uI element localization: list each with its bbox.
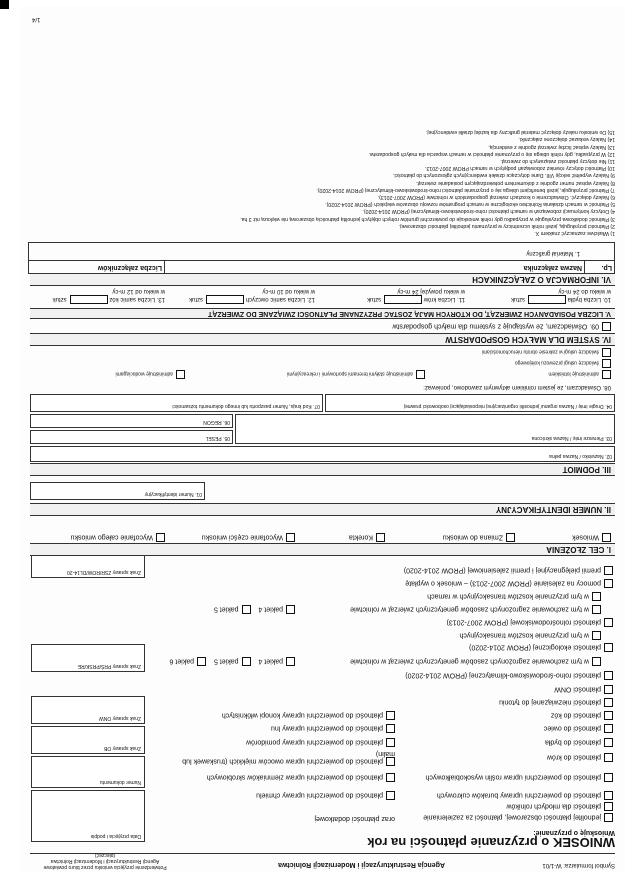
pakiet-5b-checkbox[interactable] [242,605,251,614]
item-rsk-genetyczne[interactable]: w tym zachowanie zagrożonych zasobów genetycznych zwierząt w rolnictwie [350,657,601,666]
pakiety-prow: pakiet 4 pakiet 5 [214,605,295,614]
item-pomidory[interactable]: płatności do powierzchni uprawy pomidorów [246,738,395,747]
date-box: Data przyjęcia i podpis [31,790,145,842]
item-len[interactable]: płatności do powierzchni uprawy lnu [271,724,395,733]
animal-cows: 11. Liczba krów sztuk [367,295,465,304]
animal-cattle: 10. Liczba bydła sztuk [511,295,611,304]
case-onw-box: Znak sprawy ONW [31,696,145,724]
item-tyton[interactable]: płatności niezwiązanej do tytoniu [499,698,613,707]
opt-wodociagi[interactable]: administruję wodociągami [115,370,185,379]
th-nazwa: Nazwa załącznika [164,261,584,273]
oswiadczenie-08: 08. Oświadczam, że jestem rolnikiem aktywnym zawodowo, ponieważ: [423,384,611,390]
item-mlodzi[interactable]: płatności dla młodych rolników [506,802,613,811]
pakiety-rsk: pakiet 4 pakiet 5 pakiet 6 [170,657,296,666]
page-number: 1/4 [32,16,41,22]
item-buraki[interactable]: płatności do powierzchni uprawy buraków cukrowych [437,791,613,800]
paszport-field[interactable]: 07. Kod kraju, Numer paszportu lub innego dokumentu tożsamości [30,394,323,412]
section-cel: I. CEL ZŁOŻENIA [30,543,615,556]
item-chmiel[interactable]: płatności do powierzchni uprawy chmielu [256,791,395,800]
pesel-field[interactable]: 05. PESEL [30,430,233,444]
item-eko-koszty[interactable]: w tym przyznanie kosztów transakcyjnych [459,631,601,640]
pakiet-5-checkbox[interactable] [242,657,251,666]
section-podmiot: III. PODMIOT [30,463,615,476]
form-symbol: Symbol formularza: W-1/01 [542,862,615,868]
form-title: WNIOSEK o przyznanie płatności na rok [367,835,615,850]
agency-name: Agencja Restrukturyzacji i Modernizacji Rolnictwa [278,861,445,868]
id-number-field[interactable]: 01. Numer identyfikacyjny [30,482,205,500]
section-liczba-zwierzat: V. LICZBA POSIADANYCH ZWIERZĄT, DO KTÓRYCH MAJĄ ZOSTAĆ PRZYZNANE PŁATNOŚCI ZWIĄZANE DO ZWIERZĄT [30,308,615,319]
opt-kolej[interactable]: świadczę usługi przewozu kolejowego [515,359,611,368]
cel-wycofanie-czesci[interactable]: Wycofanie części wniosku [202,533,295,542]
footnotes: 1) Właściwe zaznaczyć znakiem X. 2) Płatności przysługują, jeżeli rolnik uczestniczy w przyznaniu jednolitej płatności obszarowej. 3) Płatność dodatkowa przysługuje w przypadku gdy rolnik wnioskuje do powierzchni gruntów rolnych objętych jednolitą płatnością obszarową nie większą niż 3 ha. 4) Dotyczy kontynuacji zobowiązań w ramach płatności rolno-środowiskowo-klimatycznej (PROW 2014-2020). 5) Płatność w ramach działania Rolnictwo ekologiczne w ramach programów rozwoju obszarów wiejskich (PROW 2014-2020). 6) Należy dołączyć. Oświadczenie o kosztach zwierząt gospodarskich w rolnictwie (PROW 2007-2013). 7) Płatność przysługuje, jeżeli beneficjent ubiega się o przyznanie płatności rolno-środowiskowo-klimatycznej (PROW 2014-2020). 8) Należy wpisać numer zgodnie z dokumentem potwierdzającym posiadanie zwierząt. 9) Należy wypełnić sekcję VIII. Dane dotyczące działek ewidencyjnych zgłoszonych do płatności. 10) Płatności dotyczy również zobowiązań podjętych w ramach PROW 2007-2013. 11) Nie dotyczy płatności związanych do zwierząt. 12) W przypadku, gdy rolnik ubiega się o przyznanie płatności w ramach wsparcia dla małych gospodarstw. 13) Należy wpisać liczbę zwierząt zgodnie z ewidencją. 14) Należy wskazać dołączone załączniki. 15) Do wniosku należy dołączyć materiał graficzny dla każdej działki ewidencyjnej. [240,129,615,236]
section-system: IV. SYSTEM DLA MAŁYCH GOSPODARSTW [30,333,615,346]
attachments-table [28,242,615,274]
animal-sheep: 12. Liczba samic owczych sztuk [189,295,315,304]
cel-wniosek[interactable]: Wniosek [572,533,611,542]
th-liczba: Liczba załączników [97,264,162,271]
animal-sheep-sub: w wieku od 10 m-cy [262,288,315,294]
doc-number-box: Numer dokumentu [31,756,145,788]
case-prs-box: Znak sprawy PRŚ/PRSK/RE [31,644,145,672]
item-kozy[interactable]: płatności do kóz [551,711,613,720]
item-premia[interactable]: premii pielęgnacyjnej i premii zalesieniowej (PROW 2014-2020) [404,566,613,575]
item-wysokobialkowe[interactable]: płatności do powierzchni upraw roślin wysokobiałkowych [426,773,613,782]
regon-field[interactable]: 06. REGON [30,414,233,428]
item-onw[interactable]: płatności ONW [554,685,613,694]
nazwisko-field[interactable]: 02. Nazwisko / Nazwa pełna [30,446,615,462]
receipt-stamp-label: Potwierdzenie przyjęcia wniosku przez biuro powiatowe Agencji Restrukturyzacji i Modernizacji Rolnictwa (pieczęć) [43,852,167,870]
form-subtitle: Wnioskuję o przyznanie: [533,829,615,836]
pakiet-4b-checkbox[interactable] [286,605,295,614]
item-ekologiczna[interactable]: płatności ekologicznej (PROW 2014-2020) [469,643,613,652]
item-bydlo[interactable]: płatności do bydła [545,738,613,747]
item-prow0713[interactable]: płatności rolnośrodowiskowej (PROW 2007-2013) [447,618,613,627]
oswiadczenie-09[interactable]: 09. Oświadczam, że wystąpuję z systemu dla małych gospodarstw [392,322,611,331]
cel-wycofanie-calego[interactable]: Wycofanie całego wniosku [71,533,165,542]
table-row[interactable]: 1. Materiał graficzny [29,242,614,261]
item-prow-koszty[interactable]: w tym przyznanie kosztów transakcyjnych w ramach [427,592,601,601]
form-sheet [20,6,625,872]
item-rsk[interactable]: płatności rolno-środowiskowo-klimatycznej (PROW 2014-2020) [405,671,613,680]
th-lp: Lp. [584,261,614,273]
animal-cows-sub: w wieku powyżej 24 m-cy [397,288,465,294]
opt-lotnisko[interactable]: administruję lotniskiem [548,370,611,379]
item-prow-genetyczne[interactable]: w tym zachowanie zagrożonych zasobów genetycznych zwierząt w rolnictwie [350,605,601,614]
animal-goats: 13. Liczba samic kóz sztuk [53,295,165,304]
section-identyfikacyjny: II. NUMER IDENTYFIKACYJNY [30,503,615,516]
animal-cattle-sub: w wieku do 24 m-cy [558,288,611,294]
cel-korekta[interactable]: Korekta [349,533,385,542]
opt-nieruchomosci[interactable]: świadczę usługi w zakresie obrotu nieruchomościami [482,348,611,357]
item-owoce[interactable]: płatności do powierzchni upraw owoców miękkich (truskawek lub malin) [182,750,395,765]
item-ziemniaki[interactable]: płatności do powierzchni upraw ziemniaków skrobiowych [207,773,395,782]
item-zalesianie[interactable]: pomocy na zalesianie (PROW 2007-2013) – wniosek o wypłatę [405,579,613,588]
item-jpo[interactable]: jednolitej płatności obszarowej, płatności za zazielenianie [423,813,613,822]
form-header [30,853,615,868]
case-ob-box: Znak sprawy OB [31,726,145,754]
pakiet-6-checkbox[interactable] [197,657,206,666]
animal-goats-sub: w wieku od 12 m-cy [112,288,165,294]
item-owce[interactable]: płatności do owiec [544,724,613,733]
drugie-imie-field[interactable]: 04. Drugie imię / Nazwa organu/ jednostki organizacyjnej nieposiadającej osobowości prawnej [325,394,615,412]
section-zalaczniki: VI. INFORMACJA O ZAŁĄCZNIKACH [30,273,615,286]
item-krowy[interactable]: płatności do krów [547,753,613,762]
item-konopie[interactable]: płatności do powierzchni uprawy konopi włóknistych [222,711,395,720]
imie-field[interactable]: 03. Pierwsze imię / Nazwa skrócona [235,414,615,444]
cel-zmiana[interactable]: Zmiana do wniosku [443,533,515,542]
case-zsr-box: Znak sprawy ZSR/ROW/DL14-20 [31,554,145,578]
opt-sport[interactable]: administruję stałymi terenami sportowymi i rekreacyjnymi [287,370,425,379]
pakiet-4-checkbox[interactable] [286,657,295,666]
item-dodatkowa[interactable]: oraz płatności dodatkowej [314,815,395,822]
